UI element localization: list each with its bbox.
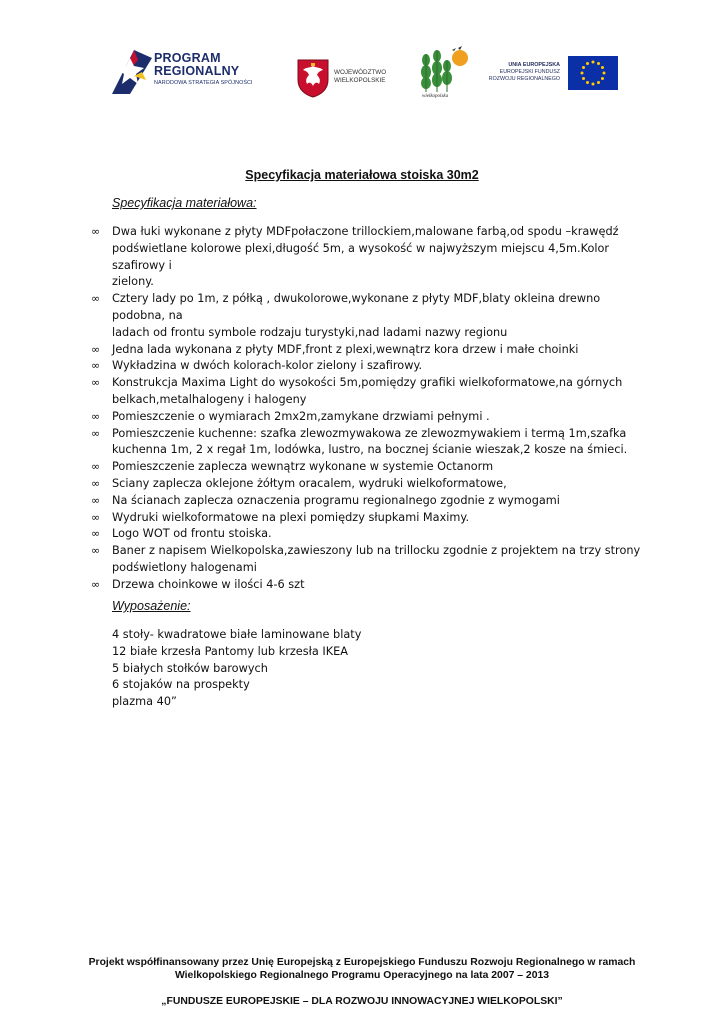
equipment-section-label: Wyposażenie:	[112, 599, 191, 613]
document-title: Specyfikacja materiałowa stoiska 30m2	[245, 168, 479, 182]
spec-item	[92, 577, 652, 594]
spec-item-line: Cztery lady po 1m, z półką , dwukolorowe,wykonane z płyty MDF,blaty okleina drewno podobna, na	[112, 292, 601, 322]
spec-item	[92, 224, 652, 291]
spec-item-line: Baner z napisem Wielkopolska,zawieszony lub na trillocku zgodnie z projektem na trzy strony	[112, 544, 641, 558]
footer-slogan: „FUNDUSZE EUROPEJSKIE – DLA ROZWOJU INNOWACYJNEJ WIELKOPOLSKI”	[161, 996, 563, 1007]
eu-logo	[488, 56, 618, 92]
bullet-icon: ∞	[91, 409, 101, 423]
spec-item-line: zielony.	[112, 275, 154, 289]
bullet-icon: ∞	[91, 493, 101, 507]
trees-icon	[418, 46, 470, 92]
bullet-icon: ∞	[91, 577, 101, 591]
spec-list	[92, 224, 652, 594]
spec-item-line: kuchenna 1m, 2 x regał 1m, lodówka, lustro, na bocznej ścianie wieszak,2 kosze na śmieci.	[112, 443, 628, 457]
eu-flag-icon	[568, 56, 618, 90]
wlkp-line-1: WOJEWÓDZTWO	[334, 69, 387, 76]
bullet-icon: ∞	[91, 359, 101, 373]
spec-section-label: Specyfikacja materiałowa:	[112, 196, 257, 210]
spec-item	[92, 426, 652, 460]
bullet-icon: ∞	[91, 527, 101, 541]
eu-line-2: EUROPEJSKI FUNDUSZ	[499, 69, 560, 75]
spec-item-line: Pomieszczenie o wymiarach 2mx2m,zamykane drzwiami pełnymi .	[112, 409, 490, 423]
bullet-icon: ∞	[91, 476, 101, 490]
spec-item	[92, 493, 652, 510]
spec-item-line: Jedna lada wykonana z płyty MDF,front z plexi,wewnątrz kora drzew i małe choinki	[112, 342, 579, 356]
spec-item-line: podświetlony halogenami	[112, 560, 257, 574]
program-line-1: PROGRAM	[154, 51, 221, 65]
program-line-3: NARODOWA STRATEGIA SPÓJNOŚCI	[154, 80, 253, 86]
spec-item	[92, 526, 652, 543]
equipment-list	[112, 627, 361, 711]
footer-line-1: Projekt współfinansowany przez Unię Europejską z Europejskiego Funduszu Rozwoju Regionalnego w ramach	[88, 957, 636, 968]
footer-line-2: Wielkopolskiego Regionalnego Programu Operacyjnego na lata 2007 – 2013	[174, 970, 550, 981]
eagle-shield-icon	[296, 58, 330, 98]
equipment-item: 4 stoły- kwadratowe białe laminowane blaty	[112, 628, 362, 641]
bullet-icon: ∞	[91, 292, 101, 306]
spec-item-line: Dwa łuki wykonane z płyty MDFpołaczone trillockiem,malowane farbą,od spodu –krawędź	[112, 225, 619, 238]
spec-item	[92, 291, 652, 341]
spec-item	[92, 510, 652, 527]
wielkopolska-trees-logo	[418, 46, 470, 106]
bullet-icon: ∞	[91, 225, 101, 238]
wojewodztwo-logo	[296, 58, 396, 98]
bullet-icon: ∞	[91, 460, 101, 474]
program-star-icon	[112, 46, 152, 94]
spec-item-line: Drzewa choinkowe w ilości 4-6 szt	[112, 577, 305, 591]
spec-item	[92, 476, 652, 493]
spec-item-line: Pomieszczenie kuchenne: szafka zlewozmywakowa ze zlewozmywakiem i termą 1m,szafka	[112, 426, 627, 440]
program-line-2: REGIONALNY	[154, 64, 240, 78]
spec-item-line: ladach od frontu symbole rodzaju turystyki,nad ladami nazwy regionu	[112, 325, 508, 339]
program-regionalny-logo	[112, 46, 272, 96]
spec-item-line: belkach,metalhalogeny i halogeny	[112, 392, 307, 406]
spec-item-line: Wydruki wielkoformatowe na plexi pomiędzy słupkami Maximy.	[112, 510, 470, 524]
footer-cofinance	[0, 956, 724, 982]
eu-line-3: ROZWOJU REGIONALNEGO	[488, 76, 560, 82]
equipment-item: plazma 40”	[112, 695, 177, 709]
equipment-item: 12 białe krzesła Pantomy lub krzesła IKEA	[112, 644, 348, 658]
header-logos	[112, 46, 616, 108]
spec-item	[92, 375, 652, 409]
spec-item-line: Na ścianach zaplecza oznaczenia programu regionalnego zgodnie z wymogami	[112, 493, 560, 507]
spec-item	[92, 358, 652, 375]
spec-item-line: podświetlane kolorowe plexi,długość 5m, a wysokość w najwyższym miejscu 4,5m.Kolor szafirowy i	[112, 241, 610, 272]
spec-item	[92, 409, 652, 426]
spec-item-line: Konstrukcja Maxima Light do wysokości 5m,pomiędzy grafiki wielkoformatowe,na górnych	[112, 376, 623, 390]
bullet-icon: ∞	[91, 376, 101, 390]
equipment-item: 6 stojaków na prospekty	[112, 678, 250, 692]
spec-item	[92, 342, 652, 359]
equipment-item: 5 białych stołków barowych	[112, 661, 268, 675]
spec-item-line: Pomieszczenie zaplecza wewnątrz wykonane w systemie Octanorm	[112, 460, 494, 474]
eu-line-1: UNIA EUROPEJSKA	[508, 62, 560, 68]
bullet-icon: ∞	[91, 426, 101, 440]
spec-item-line: Logo WOT od frontu stoiska.	[112, 527, 272, 541]
trees-caption: wielkopolska	[422, 94, 449, 99]
wlkp-line-2: WIELKOPOLSKIE	[334, 77, 386, 84]
bullet-icon: ∞	[91, 510, 101, 524]
bullet-icon: ∞	[91, 342, 101, 356]
spec-item-line: Sciany zaplecza oklejone żółtym oracalem, wydruki wielkoformatowe,	[112, 476, 507, 490]
bullet-icon: ∞	[91, 544, 101, 558]
spec-item	[92, 543, 652, 577]
spec-item	[92, 459, 652, 476]
spec-item-line: Wykładzina w dwóch kolorach-kolor zielony i szafirowy.	[112, 359, 423, 373]
